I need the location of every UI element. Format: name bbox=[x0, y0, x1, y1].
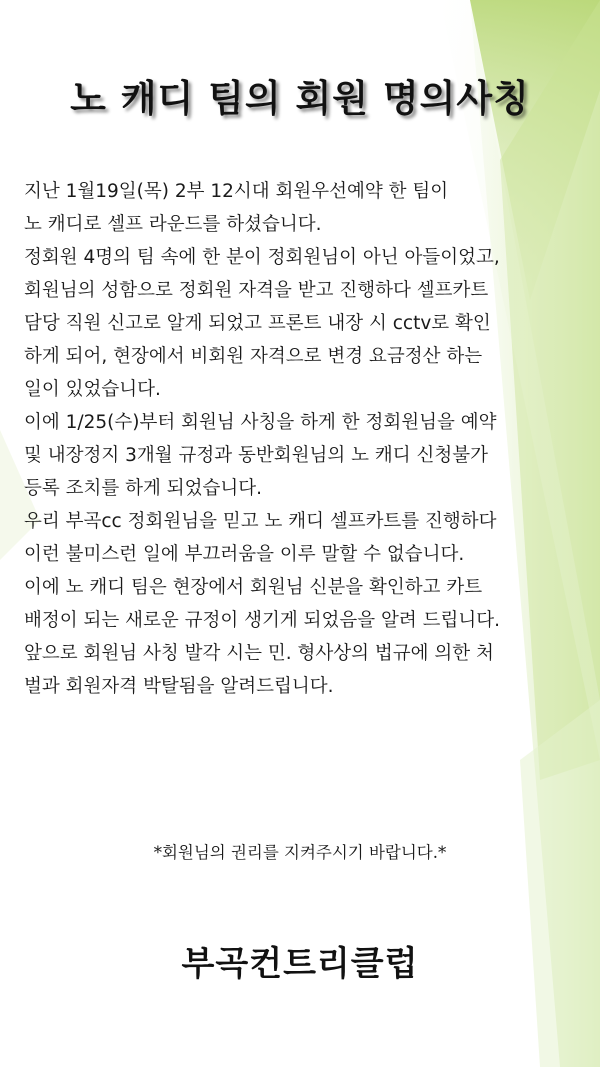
body-line: 앞으로 회원님 사칭 발각 시는 민. 형사상의 법규에 의한 처 bbox=[24, 643, 494, 664]
body-line: 노 캐디로 셀프 라운드를 하셨습니다. bbox=[24, 214, 322, 235]
body-line: 이에 노 캐디 팀은 현장에서 회원님 신분을 확인하고 카트 bbox=[24, 577, 483, 598]
body-line: 배정이 되는 새로운 규정이 생기게 되었음을 알려 드립니다. bbox=[24, 610, 500, 631]
green-wedge-bottom bbox=[520, 700, 600, 1067]
body-line: 이에 1/25(수)부터 회원님 사칭을 하게 한 정회원님을 예약 bbox=[24, 412, 497, 433]
body-line: 및 내장정지 3개월 규정과 동반회원님의 노 캐디 신청불가 bbox=[24, 445, 488, 466]
body-line: 이런 불미스런 일에 부끄러움을 이루 말할 수 없습니다. bbox=[24, 544, 465, 565]
club-name: 부곡컨트리클럽 bbox=[181, 944, 419, 984]
body-line: 등록 조치를 하게 되었습니다. bbox=[24, 478, 262, 499]
body-line: 담당 직원 신고로 알게 되었고 프론트 내장 시 cctv로 확인 bbox=[24, 313, 491, 334]
body-line: 지난 1월19일(목) 2부 12시대 회원우선예약 한 팀이 bbox=[24, 181, 449, 202]
body-line: 정회원 4명의 팀 속에 한 분이 정회원님이 아닌 아들이었고, bbox=[24, 247, 500, 268]
body-line: 벌과 회원자격 박탈됨을 알려드립니다. bbox=[24, 676, 334, 697]
body-line: 일이 있었습니다. bbox=[24, 379, 161, 400]
body-line: 회원님의 성함으로 정회원 자격을 받고 진행하다 셀프카트 bbox=[24, 280, 489, 301]
page-title: 노 캐디 팀의 회원 명의사칭 bbox=[70, 77, 530, 120]
body-line: 우리 부곡cc 정회원님을 믿고 노 캐디 셀프카트를 진행하다 bbox=[24, 511, 497, 532]
closing-note: *회원님의 권리를 지켜주시기 바랍니다.* bbox=[153, 843, 447, 862]
body-line: 하게 되어, 현장에서 비회원 자격으로 변경 요금정산 하는 bbox=[24, 346, 483, 367]
notice-body bbox=[24, 175, 594, 703]
